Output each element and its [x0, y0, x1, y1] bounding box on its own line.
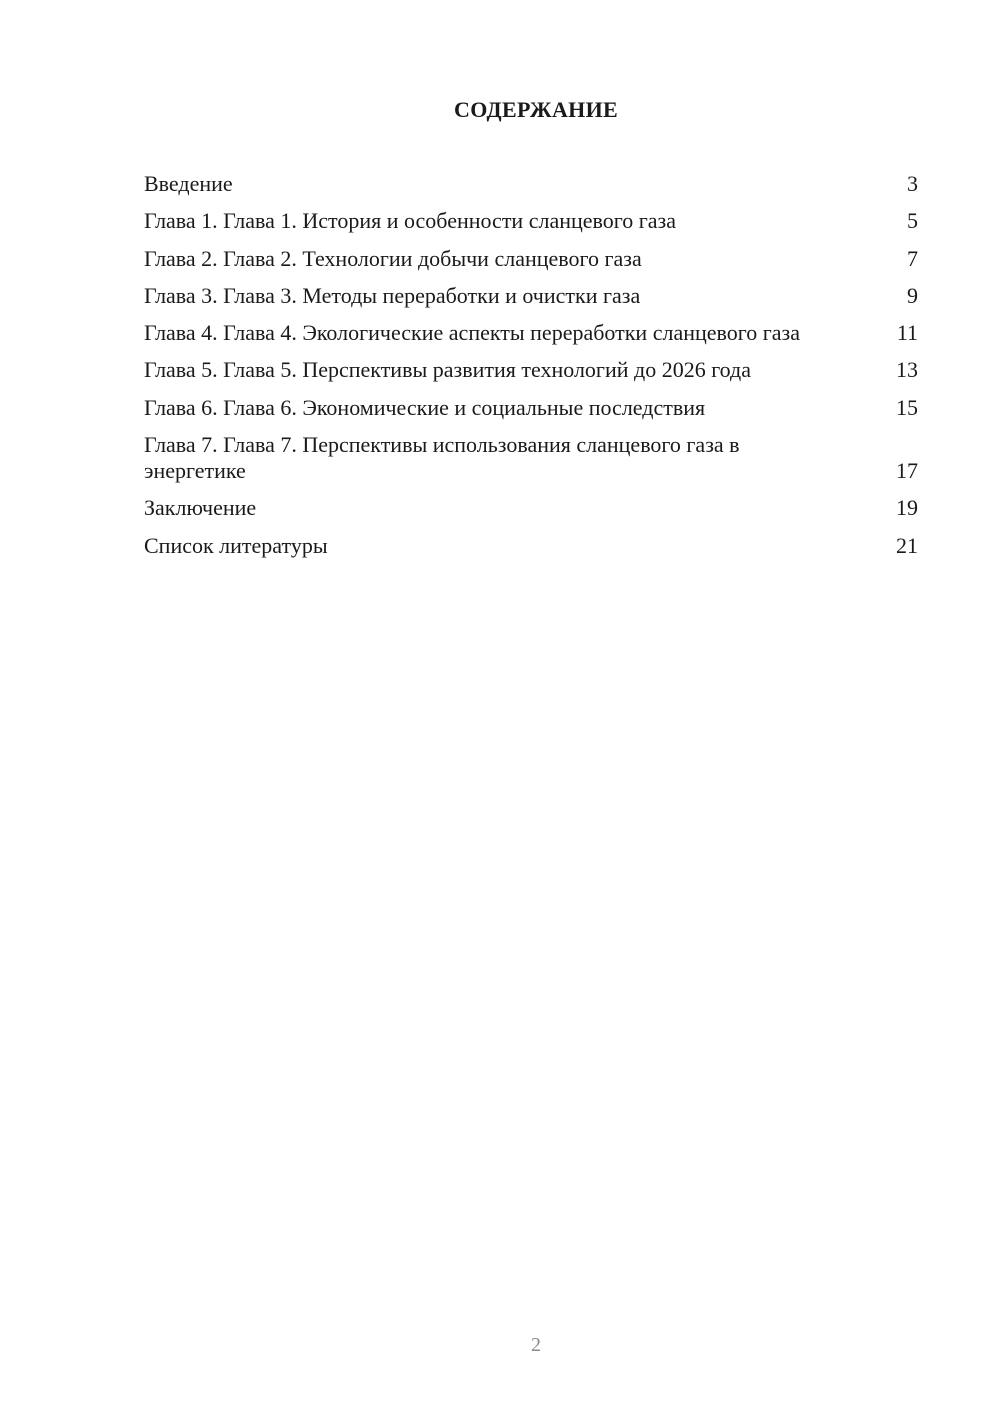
toc-entry-chapter-3[interactable] — [144, 283, 918, 309]
toc-entry-page: 3 — [907, 171, 918, 196]
toc-entry-title: Глава 6. Глава 6. Экономические и социальные последствия — [144, 394, 706, 420]
toc-entry-page: 9 — [907, 282, 918, 308]
page-title: СОДЕРЖАНИЕ — [454, 97, 618, 122]
toc-entry-title: Введение — [144, 171, 233, 196]
toc-entry-title: Заключение — [144, 495, 257, 521]
toc-entry-chapter-1[interactable] — [144, 208, 918, 234]
toc-entry-title: Глава 3. Глава 3. Методы переработки и очистки газа — [144, 282, 641, 308]
toc-entry-page: 5 — [907, 208, 918, 234]
toc-entry-references[interactable] — [144, 533, 918, 559]
toc-entry-conclusion[interactable] — [144, 495, 918, 521]
toc-entry-chapter-6[interactable] — [144, 395, 918, 421]
toc-entry-title: Глава 5. Глава 5. Перспективы развития технологий до 2026 года — [144, 357, 751, 383]
toc-entry-chapter-4[interactable] — [144, 320, 918, 346]
toc-entry-title: Глава 2. Глава 2. Технологии добычи сланцевого газа — [144, 245, 642, 271]
toc-entry-chapter-5[interactable] — [144, 357, 918, 383]
toc-entry-title: Список литературы — [144, 532, 328, 558]
toc-entry-introduction[interactable] — [144, 171, 918, 197]
toc-entry-title: Глава 7. Глава 7. Перспективы использования сланцевого газа в энергетике — [144, 432, 740, 484]
toc-entry-page: 17 — [896, 458, 918, 484]
toc-entry-page: 13 — [896, 357, 918, 383]
page-number: 2 — [531, 1334, 541, 1356]
toc-entry-page: 15 — [896, 394, 918, 420]
toc-entry-chapter-2[interactable] — [144, 246, 918, 272]
toc-entry-title: Глава 1. Глава 1. История и особенности сланцевого газа — [144, 208, 676, 234]
table-of-contents — [144, 171, 918, 570]
toc-entry-page: 7 — [907, 245, 918, 271]
toc-entry-page: 11 — [896, 320, 918, 346]
toc-entry-page: 21 — [896, 532, 918, 558]
toc-entry-page: 19 — [896, 495, 918, 521]
toc-entry-chapter-7[interactable] — [144, 432, 918, 484]
toc-entry-title: Глава 4. Глава 4. Экологические аспекты переработки сланцевого газа — [144, 320, 800, 346]
